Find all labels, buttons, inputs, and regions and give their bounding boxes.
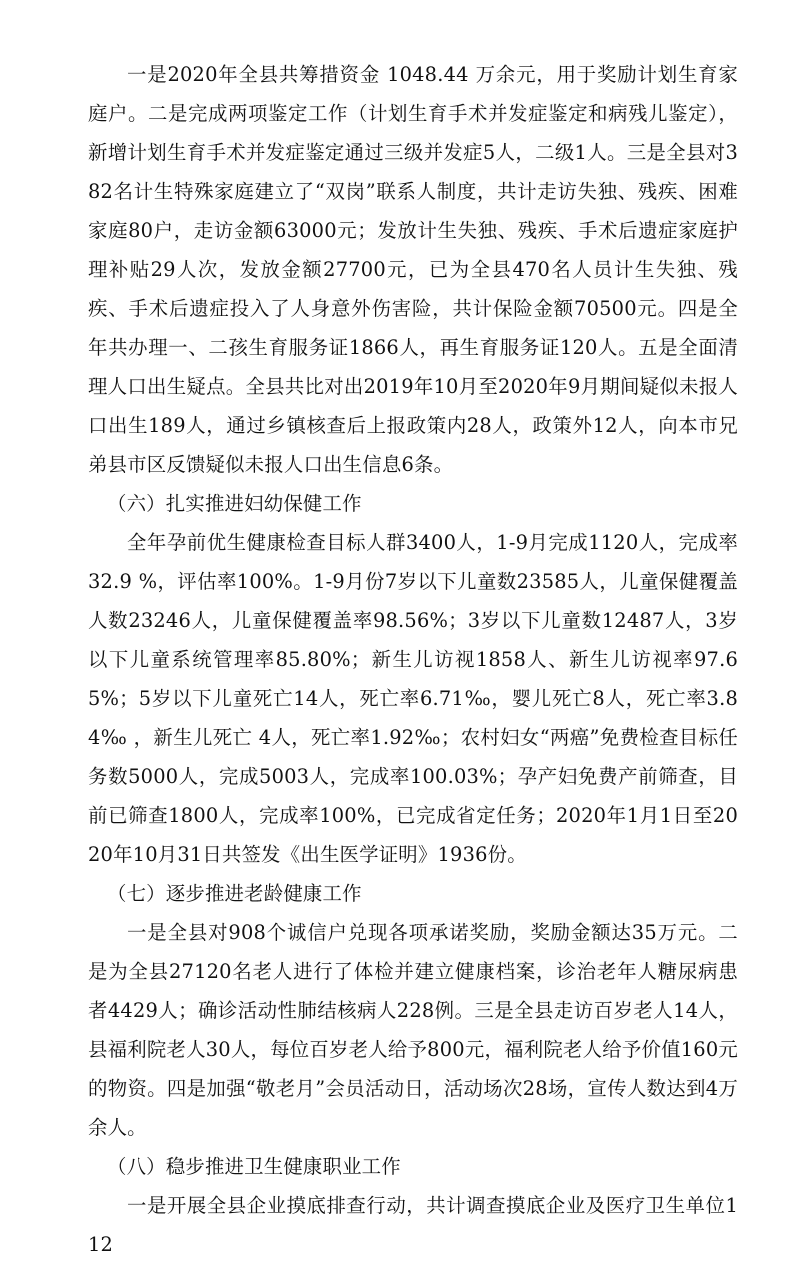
section-heading-elderly-health: （七）逐步推进老龄健康工作: [107, 882, 362, 905]
paragraph-maternal-child-health: 全年孕前优生健康检查目标人群3400人，1-9月完成1120人，完成率32.9 %，评估率100%。1-9月份7岁以下儿童数23585人，儿童保健覆盖人数23246人，儿童保健覆盖率98.56%；3岁以下儿童数12487人，3岁以下儿童系统管理率85.80%；新生儿访视1858人、新生儿访视率97.65%；5岁以下儿童死亡14人，死亡率6.71‰，婴儿死亡8人，死亡率3.84‰ ，新生儿死亡 4人，死亡率1.92‰；农村妇女“两癌”免费检查目标任务数5000人，完成5003人，完成率100.03%；孕产妇免费产前筛查，目前已筛查1800人，完成率100%，已完成省定任务；2020年1月1日至2020年10月31日共签发《出生医学证明》1936份。: [88, 531, 738, 866]
section-heading-maternal-child-health: （六）扎实推进妇幼保健工作: [107, 492, 362, 515]
document-body: [88, 55, 738, 1264]
section-heading-occupational-health: （八）稳步推进卫生健康职业工作: [107, 1155, 401, 1178]
paragraph-occupational-health: 一是开展全县企业摸底排查行动，共计调查摸底企业及医疗卫生单位112: [88, 1194, 738, 1256]
paragraph-family-planning-measures: 一是2020年全县共筹措资金 1048.44 万余元，用于奖励计划生育家庭户。二是完成两项鉴定工作（计划生育手术并发症鉴定和病残儿鉴定），新增计划生育手术并发症鉴定通过三级并发症5人，二级1人。三是全县对382名计生特殊家庭建立了“双岗”联系人制度，共计走访失独、残疾、困难家庭80户，走访金额63000元；发放计生失独、残疾、手术后遗症家庭护理补贴29人次，发放金额27700元，已为全县470名人员计生失独、残疾、手术后遗症投入了人身意外伤害险，共计保险金额70500元。四是全年共办理一、二孩生育服务证1866人，再生育服务证120人。五是全面清理人口出生疑点。全县共比对出2019年10月至2020年9月期间疑似未报人口出生189人，通过乡镇核查后上报政策内28人，政策外12人，向本市兄弟县市区反馈疑似未报人口出生信息6条。: [88, 63, 738, 476]
paragraph-elderly-health: 一是全县对908个诚信户兑现各项承诺奖励，奖励金额达35万元。二是为全县27120名老人进行了体检并建立健康档案，诊治老年人糖尿病患者4429人；确诊活动性肺结核病人228例。三是全县走访百岁老人14人，县福利院老人30人，每位百岁老人给予800元，福利院老人给予价值160元的物资。四是加强“敬老月”会员活动日，活动场次28场，宣传人数达到4万余人。: [88, 921, 738, 1139]
